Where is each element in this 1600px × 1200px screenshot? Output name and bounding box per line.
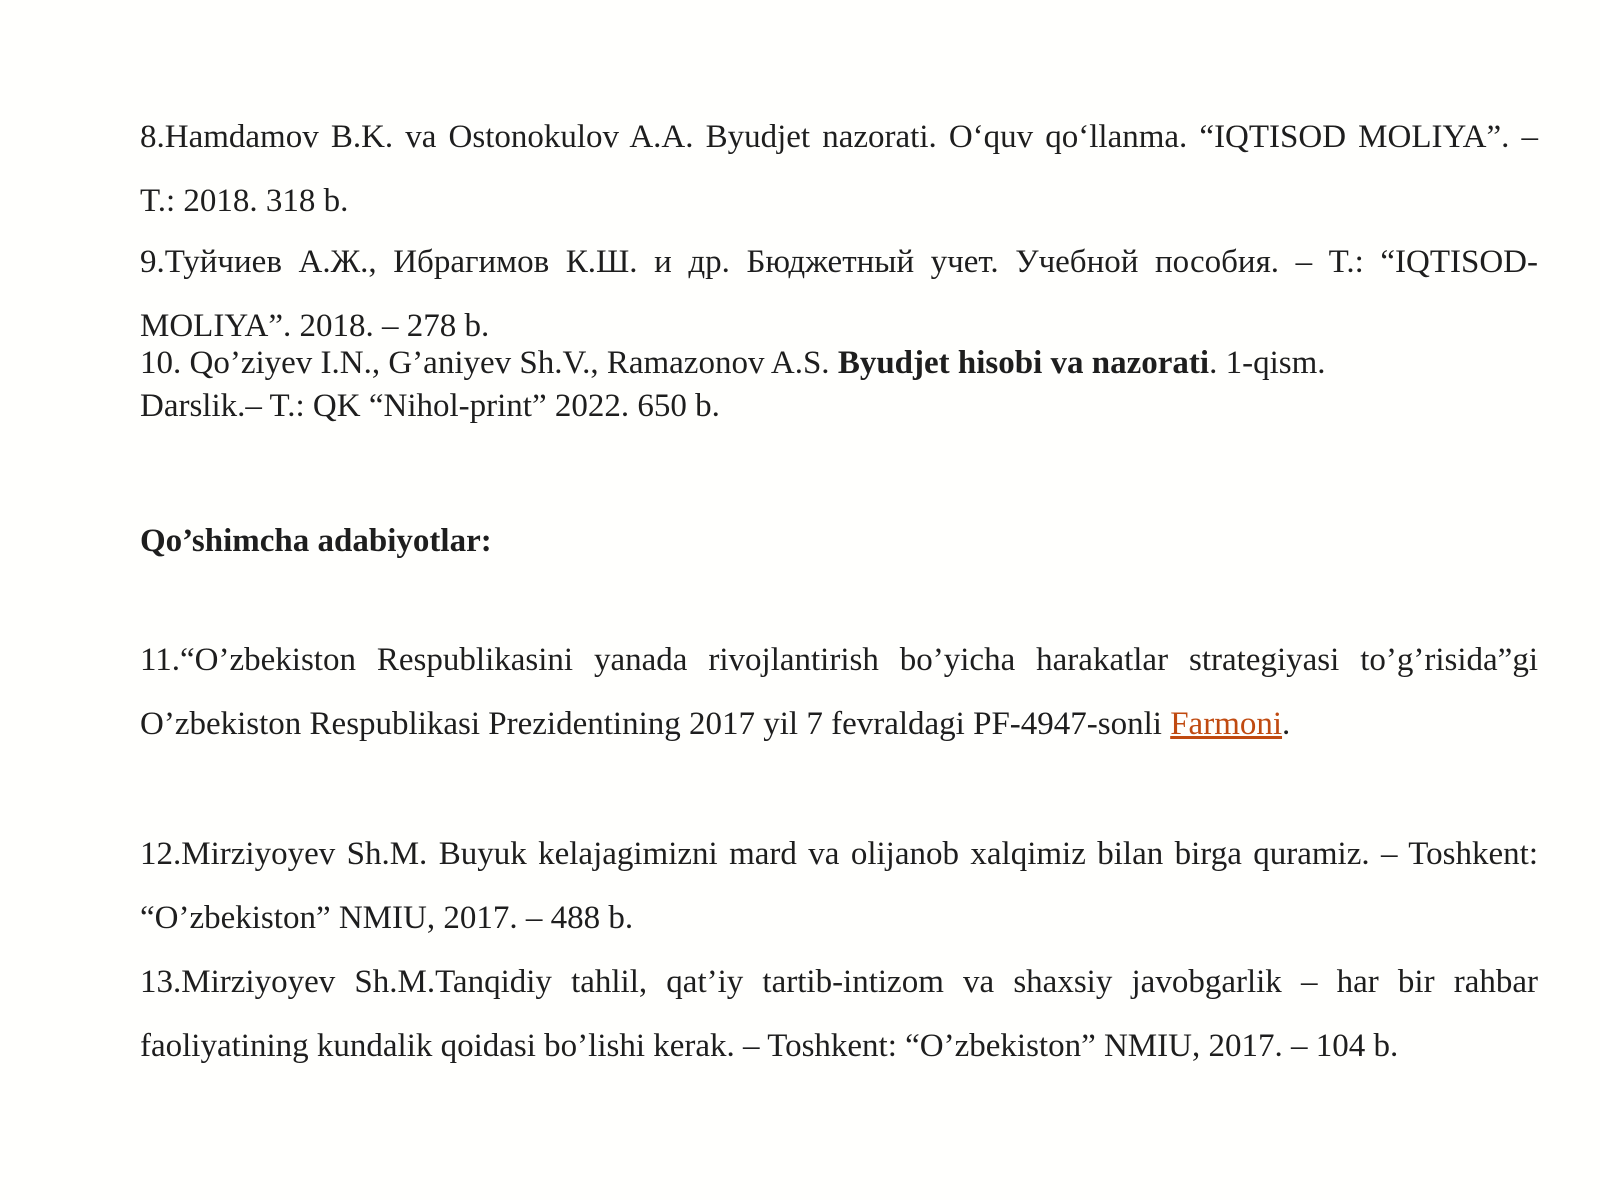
additional-literature-heading: Qo’shimcha adabiyotlar: — [140, 523, 492, 559]
reference-item-13: 13.Mirziyoyev Sh.M.Tanqidiy tahlil, qat’iy tartib-intizom va shaxsiy javobgarlik – har bir rahbar faoliyatining kundalik qoidasi bo’lishi kerak. – Toshkent: “O’zbekiston” NMIU, 2017. – 104 b. — [140, 964, 1538, 1064]
reference-item-10-title: Byudjet hisobi va nazorati — [837, 345, 1210, 381]
reference-item-9: 9.Туйчиев А.Ж., Ибрагимов К.Ш. и др. Бюджетный учет. Учебной пособия. – T.: “IQTISOD-MOLIYA”. 2018. – 278 b. — [140, 244, 1538, 344]
farmoni-link[interactable]: Farmoni — [1170, 706, 1283, 742]
reference-item-12: 12.Mirziyoyev Sh.M. Buyuk kelajagimizni mard va olijanob xalqimiz bilan birga quramiz. – Toshkent: “O’zbekiston” NMIU, 2017. – 488 b. — [140, 836, 1538, 936]
reference-item-11-text: 11.“O’zbekiston Respublikasini yanada rivojlantirish bo’yicha harakatlar strategiyasi to’g’risida”gi O’zbekiston Respublikasi Prezidentining 2017 yil 7 fevraldagi PF-4947-sonli — [140, 642, 1538, 742]
reference-item-11 — [140, 628, 1538, 756]
reference-item-10-suffix: . 1-qism. — [1209, 345, 1326, 381]
reference-item-11-end: . — [1282, 706, 1291, 742]
reference-item-10-publisher: Darslik.– T.: QK “Nihol-print” 2022. 650 b. — [140, 388, 720, 424]
reference-item-8: 8.Hamdamov B.K. va Ostonokulov A.A. Byudjet nazorati. O‘quv qo‘llanma. “IQTISOD MOLIYA”. – T.: 2018. 318 b. — [140, 119, 1538, 219]
reference-item-10 — [140, 342, 1538, 428]
reference-item-10-authors: 10. Qo’ziyev I.N., G’aniyev Sh.V., Ramazonov A.S. — [140, 345, 838, 381]
